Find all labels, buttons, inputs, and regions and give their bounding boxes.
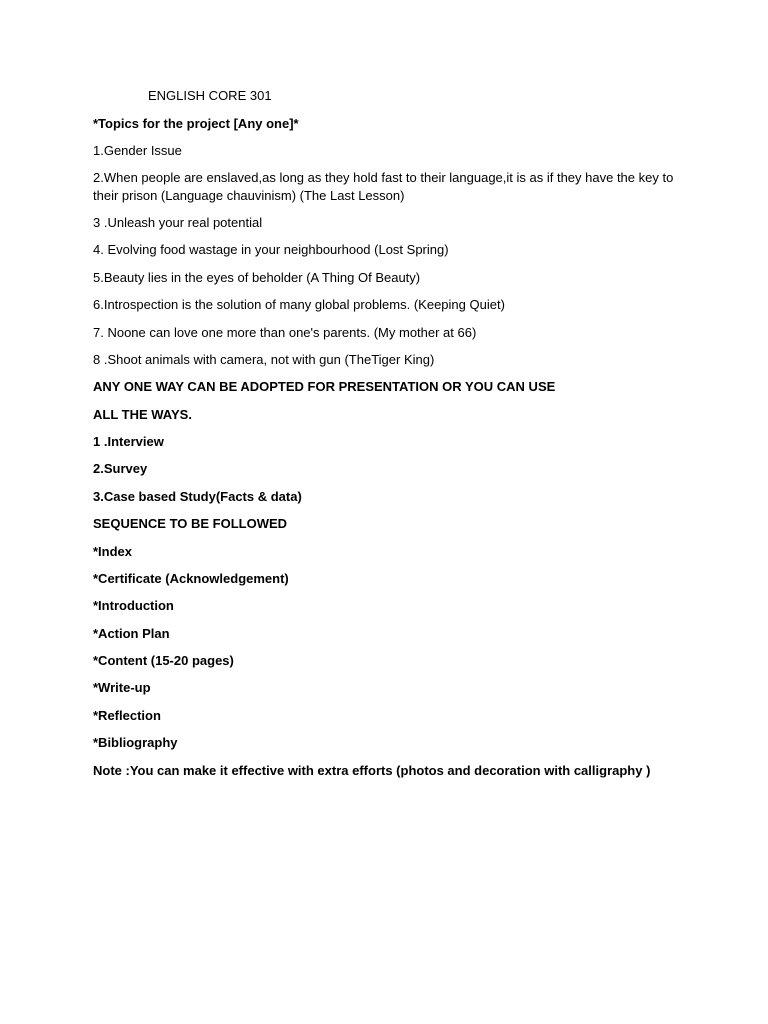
sequence-item: *Action Plan — [93, 626, 170, 641]
sequence-item: *Index — [93, 544, 133, 559]
topic-item: 8 .Shoot animals with camera, not with gun (TheTiger King) — [93, 352, 435, 367]
topic-item: 1.Gender Issue — [93, 143, 182, 158]
sequence-item: *Bibliography — [93, 735, 178, 750]
topic-item: 5.Beauty lies in the eyes of beholder (A Thing Of Beauty) — [93, 270, 421, 285]
topic-item: 3 .Unleash your real potential — [93, 215, 263, 230]
sequence-heading: SEQUENCE TO BE FOLLOWED — [93, 516, 288, 531]
note-text: Note :You can make it effective with extra efforts (photos and decoration with calligraphy ) — [93, 763, 651, 778]
sequence-item: *Reflection — [93, 708, 161, 723]
topic-item: 2.When people are enslaved,as long as they hold fast to their language,it is as if they have the key to their prison (Language chauvinism) (The Last Lesson) — [93, 170, 674, 203]
topic-item: 4. Evolving food wastage in your neighbourhood (Lost Spring) — [93, 242, 449, 257]
ways-heading-continued: ALL THE WAYS. — [93, 407, 192, 422]
sequence-item: *Write-up — [93, 680, 151, 695]
topic-item: 6.Introspection is the solution of many global problems. (Keeping Quiet) — [93, 297, 505, 312]
topic-item: 7. Noone can love one more than one's parents. (My mother at 66) — [93, 325, 477, 340]
document-title: ENGLISH CORE 301 — [148, 88, 272, 103]
topics-heading: *Topics for the project [Any one]* — [93, 116, 299, 131]
sequence-item: *Content (15-20 pages) — [93, 653, 234, 668]
way-item: 2.Survey — [93, 461, 148, 476]
ways-heading: ANY ONE WAY CAN BE ADOPTED FOR PRESENTATION OR YOU CAN USE — [93, 379, 556, 394]
way-item: 3.Case based Study(Facts & data) — [93, 489, 302, 504]
sequence-item: *Introduction — [93, 598, 174, 613]
sequence-item: *Certificate (Acknowledgement) — [93, 571, 289, 586]
way-item: 1 .Interview — [93, 434, 164, 449]
